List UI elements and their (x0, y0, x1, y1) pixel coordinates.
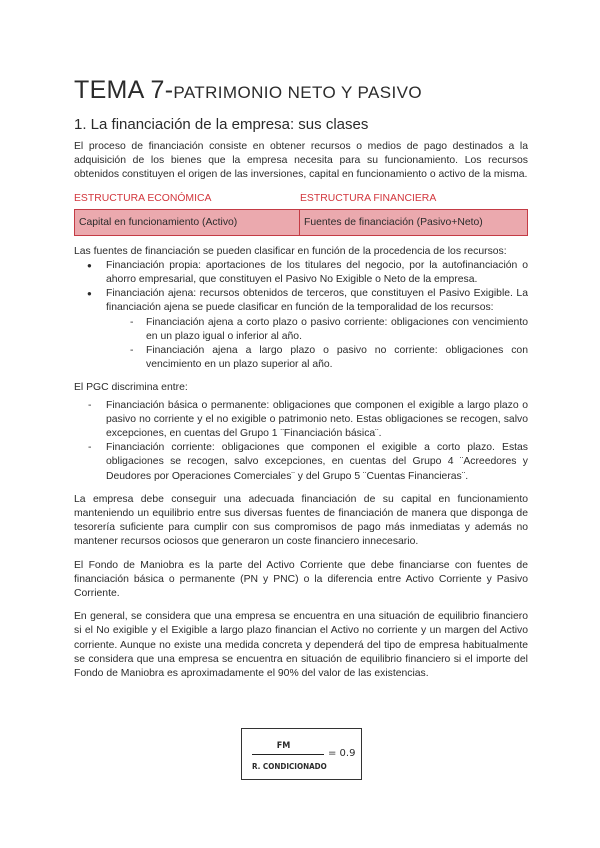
financial-structure-cell: Fuentes de financiación (Pasivo+Neto) (304, 216, 483, 228)
working-capital-paragraph: El Fondo de Maniobra es la parte del Activo Corriente que debe financiarse con fuentes de financiación básica o permanente (PN y PNC) o la diferencia entre Activo Corriente y Pasivo Corriente. (74, 559, 528, 600)
page-title (74, 76, 528, 107)
balance-paragraph: La empresa debe conseguir una adecuada financiación de su capital en funcionamiento manteniendo un equilibrio entre sus diversas fuentes de financiación de manera que disponga de tesorería suficiente para cumplir con sus compromisos de pago más inmediatas y además no mantener recursos ociosos que generaron un coste financiero innecesario. (74, 493, 528, 548)
title-sub: PATRIMONIO NETO Y PASIVO (173, 83, 422, 102)
title-main: TEMA 7- (74, 76, 174, 104)
formula-result: = 0.9 (328, 748, 356, 759)
structure-table (74, 209, 528, 236)
sources-intro: Las fuentes de financiación se pueden clasificar en función de la procedencia de los recursos: (74, 245, 507, 257)
economic-structure-label: ESTRUCTURA ECONÓMICA (74, 192, 212, 204)
document-page (74, 76, 528, 690)
list-item: ● Financiación propia: aportaciones de los titulares del negocio, por la autofinanciación o ahorro empresarial, que constituyen el Pasivo No Exigible o Neto de la empresa. (74, 259, 528, 287)
list-item: - Financiación ajena a corto plazo o pasivo corriente: obligaciones con vencimiento en un plazo igual o inferior al año. (74, 316, 528, 344)
intro-paragraph: El proceso de financiación consiste en obtener recursos o medios de pago destinados a la adquisición de los bienes que la empresa necesita para su funcionamiento. Los recursos obtenidos constituyen el origen de las inversiones, capital en funcionamiento o activo de la misma. (74, 141, 528, 181)
pgc-list (74, 399, 528, 484)
working-capital-formula (241, 728, 362, 780)
fraction-bar (252, 754, 324, 755)
sources-list (74, 259, 528, 316)
general-paragraph: En general, se considera que una empresa se encuentra en una situación de equilibrio financiero si el No exigible y el Exigible a largo plazo financian el Activo no corriente y un margen del Activo corriente. Aunque no existe una medida concreta y dependerá del tipo de empresa habitualmente se considera que una empresa se encuentra en situación de equilibrio financiero si el importe del Fondo de Maniobra es aproximadamente el 90% del valor de las existencias. (74, 611, 528, 680)
list-item: - Financiación básica o permanente: obligaciones que componen el exigible a largo plazo o pasivo no corriente y el no exigible o patrimonio neto. Estas obligaciones se recogen, salvo excepciones, en cuentas del Grupo 1 ¨Financiación básica¨. (74, 399, 528, 442)
section-title: 1. La financiación de la empresa: sus clases (74, 116, 369, 133)
structure-labels (74, 192, 528, 206)
formula-denominator: R. CONDICIONADO (252, 762, 327, 771)
economic-structure-cell: Capital en funcionamiento (Activo) (75, 210, 300, 235)
pgc-intro: El PGC discrimina entre: (74, 382, 188, 394)
list-item: ● Financiación ajena: recursos obtenidos de terceros, que constituyen el Pasivo Exigible. La financiación ajena se puede clasificar en función de la temporalidad de los recursos: (74, 287, 528, 315)
list-item: - Financiación ajena a largo plazo o pasivo no corriente: obligaciones con vencimiento en un plazo superior al año. (74, 344, 528, 372)
financial-structure-label: ESTRUCTURA FINANCIERA (300, 192, 437, 204)
list-item: - Financiación corriente: obligaciones que componen el exigible a corto plazo. Estas obligaciones se recogen, salvo excepciones, en cuentas del Grupo 4 ¨Acreedores y Deudores por Operaciones Comerciales¨ y del Grupo 5 ¨Cuentas Financieras¨. (74, 441, 528, 484)
formula-numerator: FM (276, 741, 291, 751)
external-financing-list (74, 316, 528, 373)
